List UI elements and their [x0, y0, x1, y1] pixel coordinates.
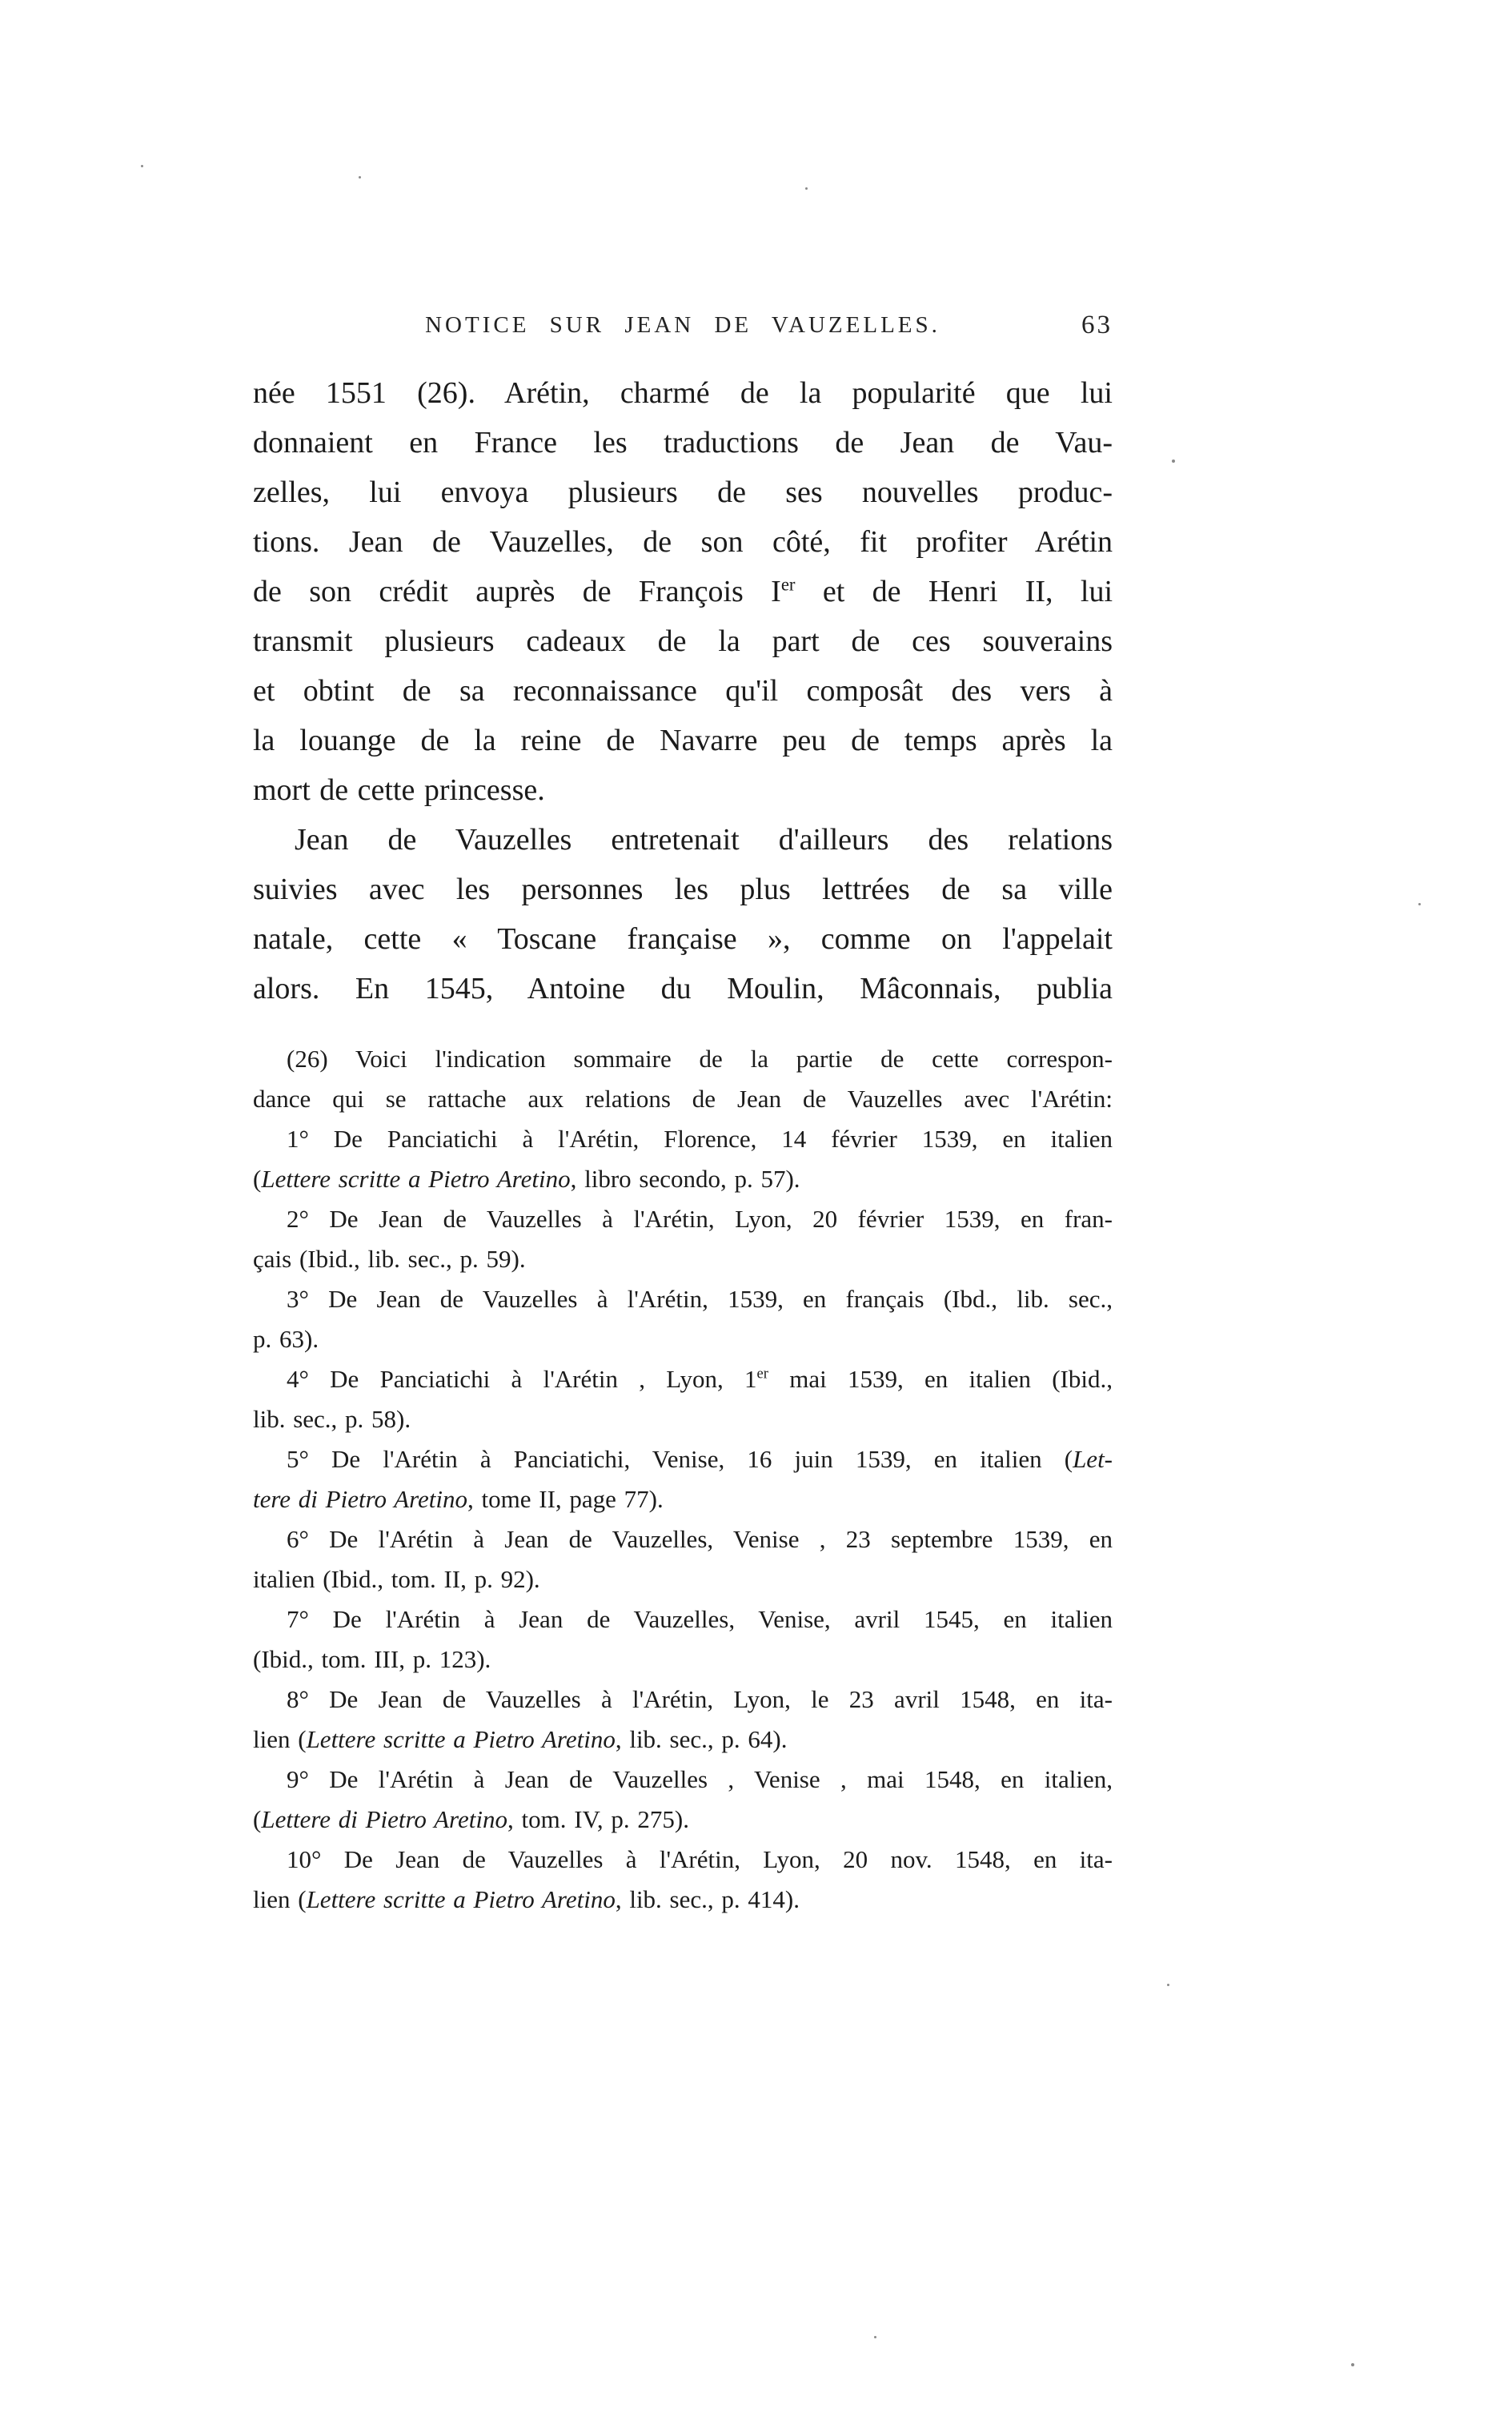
text-line — [253, 765, 1113, 815]
text-segment: mort de cette princesse. — [253, 773, 545, 807]
text-line — [253, 468, 1113, 517]
italic-book-title: Let- — [1073, 1445, 1113, 1473]
text-segment: transmit plusieurs cadeaux de la part de ces souverains — [253, 624, 1113, 658]
text-segment: 1° De Panciatichi à l'Arétin, Florence, 14 février 1539, en italien — [287, 1125, 1113, 1153]
text-segment: alors. En 1545, Antoine du Moulin, Mâconnais, publia — [253, 972, 1113, 1005]
text-line — [253, 368, 1113, 418]
superscript-text: er — [780, 574, 796, 595]
text-line — [253, 1239, 1113, 1279]
text-segment: , tome II, page 77). — [467, 1485, 664, 1513]
footnote-block — [253, 1039, 1113, 1920]
text-line — [253, 1599, 1113, 1639]
text-line — [253, 666, 1113, 716]
text-line — [253, 1319, 1113, 1359]
text-line — [253, 1279, 1113, 1319]
italic-book-title: Lettere scritte a Pietro Aretino — [306, 1885, 616, 1913]
text-line — [253, 517, 1113, 567]
text-line — [253, 1119, 1113, 1159]
scan-speck — [1418, 903, 1421, 905]
text-segment: 5° De l'Arétin à Panciatichi, Venise, 16 juin 1539, en italien ( — [287, 1445, 1073, 1473]
scan-speck — [805, 187, 808, 190]
text-segment: 10° De Jean de Vauzelles à l'Arétin, Lyon, 20 nov. 1548, en ita- — [287, 1845, 1113, 1873]
text-segment: née 1551 (26). Arétin, charmé de la popularité que lui — [253, 376, 1113, 410]
text-segment: suivies avec les personnes les plus lettrées de sa ville — [253, 873, 1113, 906]
text-line — [253, 1159, 1113, 1199]
scan-speck — [359, 176, 361, 179]
text-line — [253, 1079, 1113, 1119]
text-line — [253, 1439, 1113, 1479]
text-line — [253, 616, 1113, 666]
text-segment: çais (Ibid., lib. sec., p. 59). — [253, 1245, 526, 1273]
text-segment: lib. sec., p. 58). — [253, 1405, 411, 1433]
text-segment: 6° De l'Arétin à Jean de Vauzelles, Venise , 23 septembre 1539, en — [287, 1525, 1113, 1553]
text-segment: , tom. IV, p. 275). — [507, 1805, 689, 1833]
scan-speck — [874, 2336, 876, 2338]
text-line — [253, 1399, 1113, 1439]
text-segment: de son crédit auprès de François I — [253, 575, 781, 608]
running-title: NOTICE SUR JEAN DE VAUZELLES. — [425, 312, 940, 338]
text-segment: 2° De Jean de Vauzelles à l'Arétin, Lyon, 20 février 1539, en fran- — [287, 1205, 1113, 1233]
page-number: 63 — [1081, 311, 1113, 339]
text-segment: 8° De Jean de Vauzelles à l'Arétin, Lyon, le 23 avril 1548, en ita- — [287, 1685, 1113, 1713]
text-line — [253, 815, 1113, 865]
text-line — [253, 716, 1113, 765]
text-line — [253, 1559, 1113, 1599]
text-line — [253, 1720, 1113, 1760]
text-segment: tions. Jean de Vauzelles, de son côté, fit profiter Arétin — [253, 525, 1113, 559]
text-line — [253, 865, 1113, 914]
page-header — [253, 312, 1113, 347]
text-segment: 9° De l'Arétin à Jean de Vauzelles , Venise , mai 1548, en italien, — [287, 1765, 1113, 1793]
text-line — [253, 964, 1113, 1013]
italic-book-title: Lettere scritte a Pietro Aretino — [261, 1165, 571, 1193]
text-segment: italien (Ibid., tom. II, p. 92). — [253, 1565, 540, 1593]
text-segment: la louange de la reine de Navarre peu de temps après la — [253, 724, 1113, 757]
text-segment: Jean de Vauzelles entretenait d'ailleurs des relations — [295, 823, 1113, 857]
text-segment: et de Henri II, lui — [795, 575, 1113, 608]
scan-speck — [1351, 2363, 1354, 2366]
text-line — [253, 914, 1113, 964]
text-segment: zelles, lui envoya plusieurs de ses nouvelles produc- — [253, 476, 1113, 509]
text-segment: et obtint de sa reconnaissance qu'il composât des vers à — [253, 674, 1113, 708]
text-segment: 3° De Jean de Vauzelles à l'Arétin, 1539, en français (Ibd., lib. sec., — [287, 1285, 1113, 1313]
text-segment: donnaient en France les traductions de Jean de Vau- — [253, 426, 1113, 460]
text-segment: lien ( — [253, 1885, 307, 1913]
body-text — [253, 368, 1113, 1013]
text-segment: natale, cette « Toscane française », comme on l'appelait — [253, 922, 1113, 956]
text-segment: lien ( — [253, 1725, 307, 1753]
text-line — [253, 1479, 1113, 1519]
scan-speck — [1172, 460, 1175, 463]
text-segment: ( — [253, 1805, 262, 1833]
text-line — [253, 1880, 1113, 1920]
text-line — [253, 1519, 1113, 1559]
text-segment: 4° De Panciatichi à l'Arétin , Lyon, 1 — [287, 1365, 757, 1393]
text-line — [253, 1680, 1113, 1720]
text-segment: (Ibid., tom. III, p. 123). — [253, 1645, 491, 1673]
italic-book-title: Lettere di Pietro Aretino — [261, 1805, 507, 1833]
text-segment: (26) Voici l'indication sommaire de la partie de cette correspon- — [287, 1045, 1113, 1073]
scan-speck — [1167, 1984, 1169, 1986]
text-line — [253, 1639, 1113, 1680]
italic-book-title: tere di Pietro Aretino — [253, 1485, 468, 1513]
text-segment: , libro secondo, p. 57). — [570, 1165, 800, 1193]
superscript-text: er — [756, 1365, 768, 1383]
text-segment: dance qui se rattache aux relations de Jean de Vauzelles avec l'Arétin: — [253, 1085, 1113, 1113]
text-segment: 7° De l'Arétin à Jean de Vauzelles, Venise, avril 1545, en italien — [287, 1605, 1113, 1633]
text-line — [253, 418, 1113, 468]
italic-book-title: Lettere scritte a Pietro Aretino — [306, 1725, 616, 1753]
text-line — [253, 567, 1113, 616]
text-line — [253, 1760, 1113, 1800]
text-segment: mai 1539, en italien (Ibid., — [768, 1365, 1113, 1393]
scan-speck — [141, 165, 143, 167]
text-segment: ( — [253, 1165, 262, 1193]
text-line — [253, 1800, 1113, 1840]
text-segment: , lib. sec., p. 64). — [615, 1725, 788, 1753]
text-line — [253, 1199, 1113, 1239]
text-line — [253, 1840, 1113, 1880]
text-line — [253, 1359, 1113, 1399]
text-segment: , lib. sec., p. 414). — [615, 1885, 800, 1913]
text-line — [253, 1039, 1113, 1079]
text-segment: p. 63). — [253, 1325, 319, 1353]
